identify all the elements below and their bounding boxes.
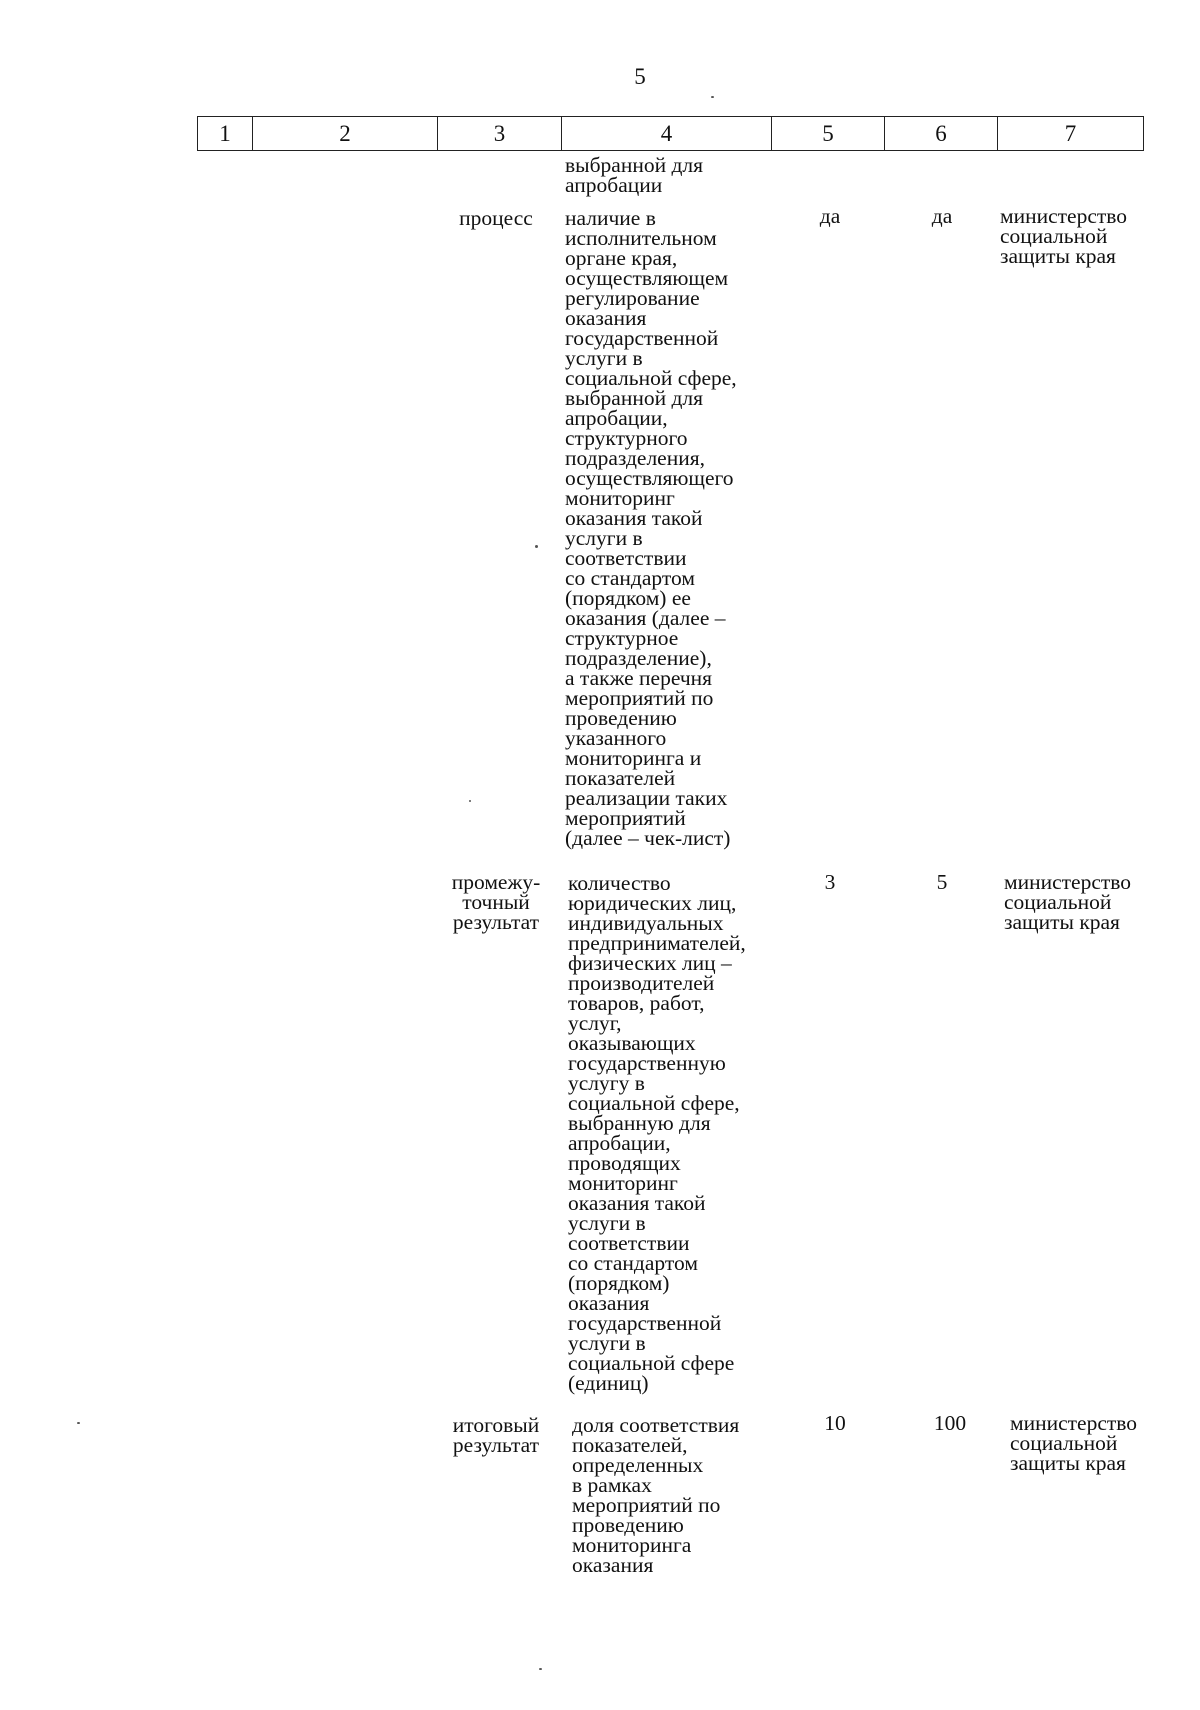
continuation-indicator-text: выбранной для апробации xyxy=(565,153,704,197)
indicator-value-col6: 100 xyxy=(933,1411,967,1435)
indicator-value-col5: да xyxy=(819,204,841,228)
indicator-type: процесс xyxy=(459,206,533,230)
column-number-1: 1 xyxy=(198,117,253,151)
indicator-type: промежу- точный результат xyxy=(451,870,541,934)
column-number-6: 6 xyxy=(885,117,998,151)
responsible-body: министерство социальной защиты края xyxy=(1000,204,1128,268)
scan-speck xyxy=(535,545,538,548)
indicator-value-col5: 10 xyxy=(824,1411,846,1435)
scan-speck xyxy=(711,96,714,98)
scan-speck xyxy=(539,1668,542,1670)
column-number-row xyxy=(198,117,1144,151)
indicator-value-col6: 5 xyxy=(936,870,948,894)
scan-speck xyxy=(77,1422,80,1424)
indicator-value-col6: да xyxy=(931,204,953,228)
column-number-2: 2 xyxy=(253,117,438,151)
page-number: 5 xyxy=(634,64,646,89)
responsible-body: министерство социальной защиты края xyxy=(1004,870,1132,934)
column-number-3: 3 xyxy=(438,117,562,151)
responsible-body: министерство социальной защиты края xyxy=(1010,1411,1138,1475)
table-header xyxy=(197,116,1144,151)
indicator-type: итоговый результат xyxy=(452,1413,540,1457)
column-number-7: 7 xyxy=(998,117,1144,151)
indicator-name: количество юридических лиц, индивидуальных предпринимателей, физических лиц – производителей товаров, работ, услуг, оказывающих государственную услугу в социальной сфере, выбранную для апробации, проводящих мониторинг оказания такой услуги в соответствии со стандартом (порядком) оказания государственной услуги в социальной сфере (единиц) xyxy=(568,871,746,1395)
column-number-4: 4 xyxy=(562,117,772,151)
indicator-name: наличие в исполнительном органе края, осуществляющем регулирование оказания государственной услуги в социальной сфере, выбранной для апробации, структурного подразделения, осуществляющего мониторинг оказания такой услуги в соответствии со стандартом (порядком) ее оказания (далее – структурное подразделение), а также перечня мероприятий по проведению указанного мониторинга и показателей реализации таких мероприятий (далее – чек-лист) xyxy=(565,206,737,850)
column-number-5: 5 xyxy=(772,117,885,151)
indicator-name: доля соответствия показателей, определенных в рамках мероприятий по проведению мониторинга оказания xyxy=(572,1413,740,1577)
scan-speck xyxy=(469,800,471,802)
indicator-value-col5: 3 xyxy=(824,870,836,894)
